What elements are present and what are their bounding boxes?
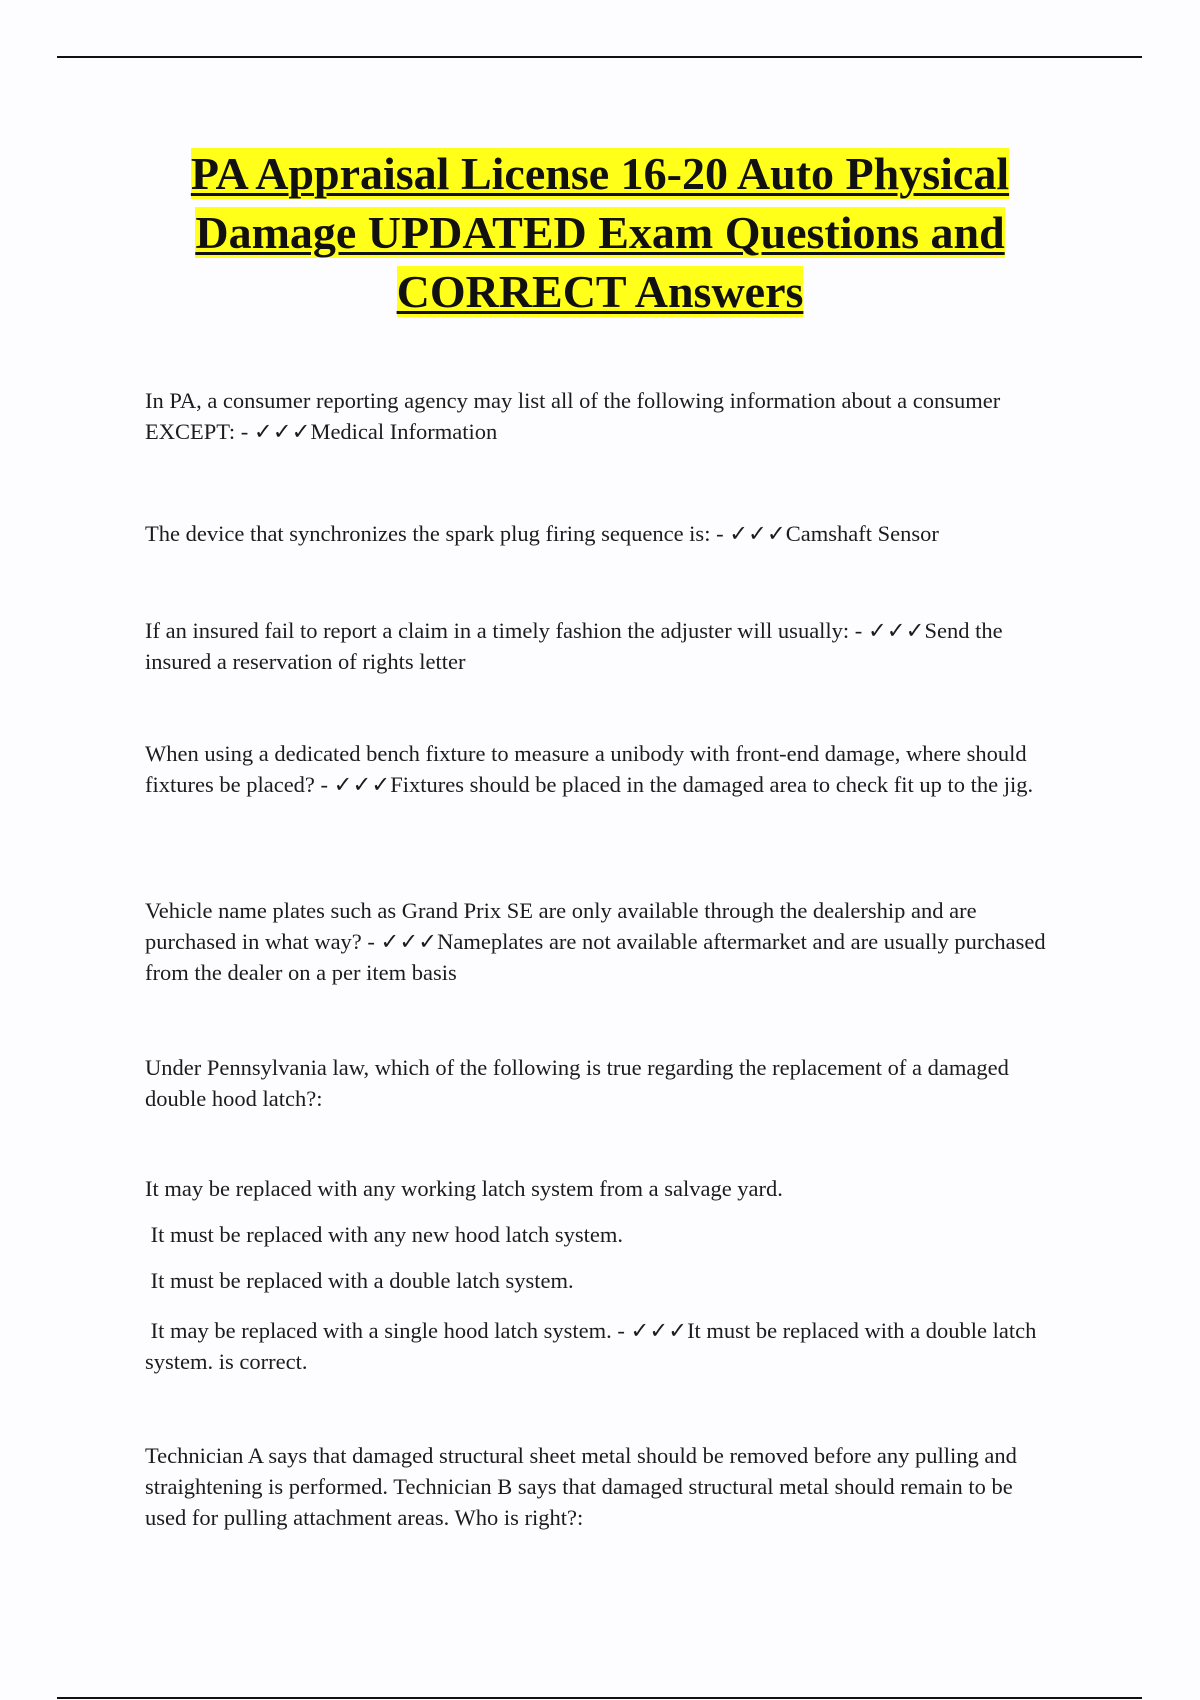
qa-item-3 — [145, 615, 1050, 677]
top-rule — [57, 56, 1142, 58]
title-line-2: Damage UPDATED Exam Questions and — [195, 207, 1005, 258]
checkmark-icon: ✓✓✓ — [729, 521, 786, 546]
question-text: When using a dedicated bench fixture to measure a unibody with front-end damage, where should fixtures be placed? - — [145, 741, 1027, 797]
answer-text: Camshaft Sensor — [785, 521, 939, 546]
qa-item-6 — [145, 1052, 1050, 1114]
option-1: It may be replaced with any working latch system from a salvage yard. — [145, 1176, 783, 1201]
option-4 — [145, 1315, 1050, 1377]
answer-text: Medical Information — [310, 419, 498, 444]
question-text: If an insured fail to report a claim in a timely fashion the adjuster will usually: - — [145, 618, 868, 643]
option-text: It may be replaced with a single hood latch system. - — [145, 1318, 631, 1343]
title-line-1: PA Appraisal License 16-20 Auto Physical — [190, 148, 1010, 199]
qa-item-7: Technician A says that damaged structural sheet metal should be removed before any pulling and straightening is performed. Technician B says that damaged structural metal should remain to be used for pulling attachment areas. Who is right?: — [145, 1443, 1017, 1530]
question-text: Vehicle name plates such as Grand Prix SE are only available through the dealership and are purchased in what way? - — [145, 898, 977, 954]
checkmark-icon: ✓✓✓ — [380, 929, 438, 954]
qa-item-4 — [145, 738, 1050, 800]
title-line-3: CORRECT Answers — [396, 266, 804, 317]
answer-text: Nameplates are not available aftermarket and are usually purchased from the dealer on a per item basis — [145, 929, 1046, 985]
option-2: It must be replaced with any new hood latch system. — [145, 1222, 624, 1247]
answer-text: Fixtures should be placed in the damaged area to check fit up to the jig. — [390, 772, 1034, 797]
option-3: It must be replaced with a double latch system. — [145, 1268, 574, 1293]
checkmark-icon: ✓✓✓ — [253, 419, 311, 444]
checkmark-icon: ✓✓✓ — [867, 618, 925, 643]
answer-text: Send the insured a reservation of rights letter — [145, 618, 1003, 674]
qa-item-2 — [145, 518, 1050, 549]
checkmark-icon: ✓✓✓ — [333, 772, 391, 797]
question-text: Under Pennsylvania law, which of the following is true regarding the replacement of a damaged double hood latch?: — [145, 1055, 1009, 1111]
question-text: The device that synchronizes the spark plug firing sequence is: - — [145, 521, 730, 546]
question-text: In PA, a consumer reporting agency may list all of the following information about a consumer EXCEPT: - — [145, 388, 1001, 444]
document-title — [140, 144, 1060, 321]
qa-item-1 — [145, 385, 1050, 447]
answer-text: It must be replaced with a double latch system. is correct. — [145, 1318, 1037, 1374]
qa-item-5 — [145, 895, 1050, 988]
checkmark-icon: ✓✓✓ — [630, 1318, 688, 1343]
bottom-rule — [57, 1697, 1142, 1699]
